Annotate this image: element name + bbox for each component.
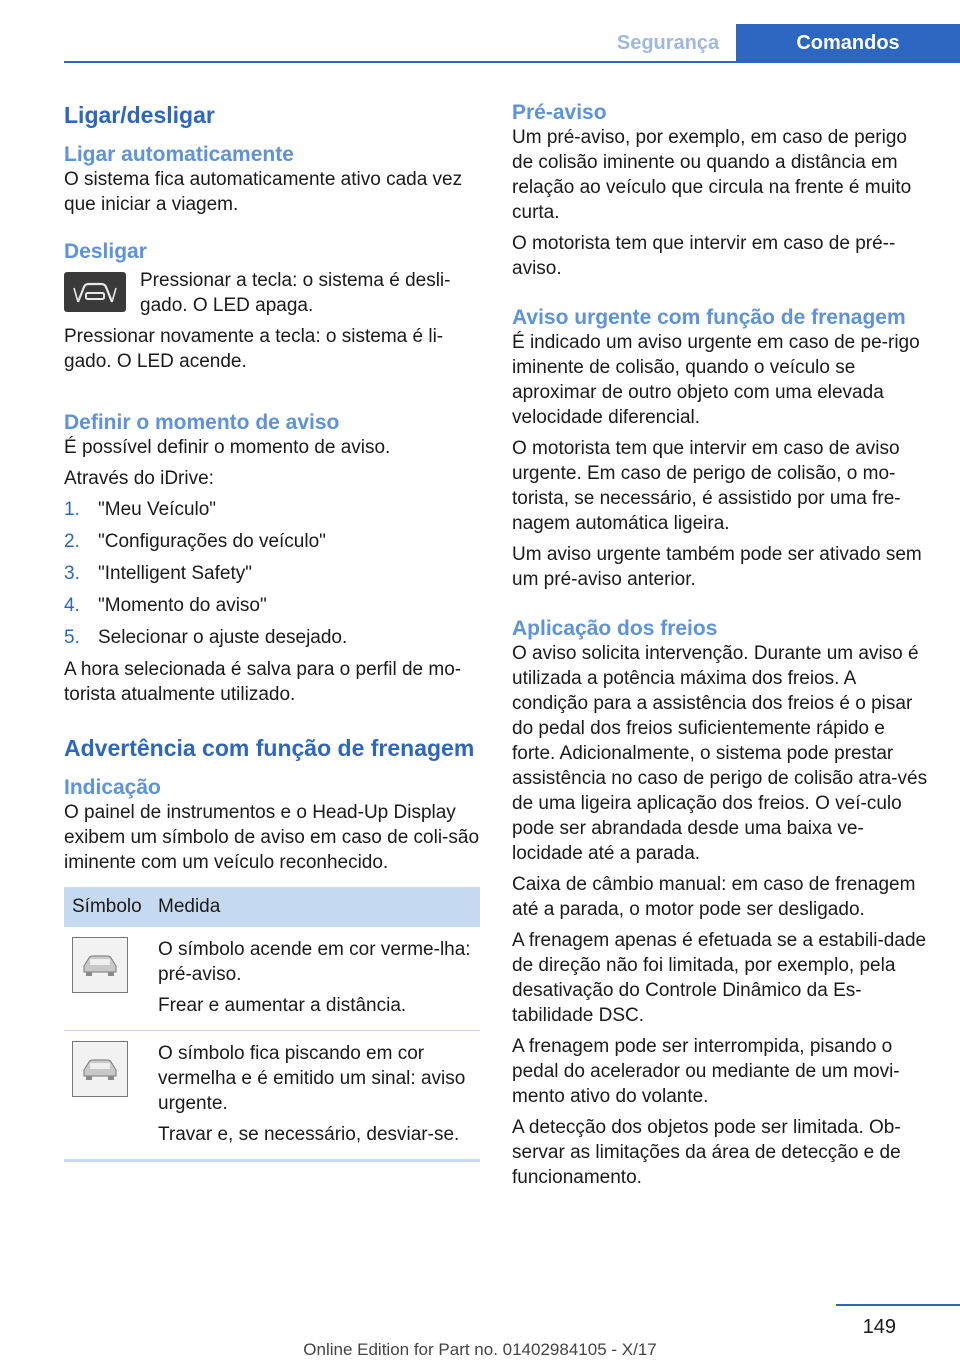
text-off-2: Pressionar novamente a tecla: o sistema é li-gado. O LED acende. <box>64 326 444 372</box>
text-urgent-2: O motorista tem que intervir em caso de aviso urgente. Em caso de perigo de colisão, o mo-torista, se necessário, é assistido por uma fre-nagem automática ligeira. <box>512 438 901 534</box>
list-item: 3. "Intelligent Safety" <box>64 563 252 584</box>
footer-edition: Online Edition for Part no. 01402984105 - X/17 <box>303 1340 657 1359</box>
table-row <box>64 927 480 1031</box>
list-item: 5. Selecionar o ajuste desejado. <box>64 627 348 648</box>
header-rule <box>64 61 960 63</box>
heading-ligar-automaticamente: Ligar automaticamente <box>64 143 294 166</box>
heading-ligar-desligar: Ligar/desligar <box>64 102 215 128</box>
footer-rule <box>836 1304 960 1306</box>
list-item: 4. "Momento do aviso" <box>64 595 267 616</box>
heading-advertencia: Advertência com função de frenagem <box>64 735 475 761</box>
collision-warning-key-icon <box>64 272 126 312</box>
row1-text-a: O símbolo acende em cor verme-lha: pré-aviso. <box>158 939 471 985</box>
text-auto: O sistema fica automaticamente ativo cada vez que iniciar a viagem. <box>64 169 463 215</box>
idrive-steps <box>64 497 480 650</box>
text-timing-1: É possível definir o momento de aviso. <box>64 437 391 458</box>
heading-desligar: Desligar <box>64 240 147 263</box>
row2-text-a: O símbolo fica piscando em cor vermelha e é emitido um sinal: aviso urgente. <box>158 1043 466 1114</box>
heading-definir-momento: Definir o momento de aviso <box>64 411 340 434</box>
text-urgent-3: Um aviso urgente também pode ser ativado sem um pré-aviso anterior. <box>512 544 922 590</box>
text-brakes-5: A detecção dos objetos pode ser limitada. Ob-servar as limitações da área de detecção e de funcionamento. <box>512 1117 901 1188</box>
table-row <box>64 1031 480 1161</box>
text-timing-3: A hora selecionada é salva para o perfil de mo-torista atualmente utilizado. <box>64 659 462 705</box>
page-number: 149 <box>862 1316 896 1338</box>
heading-pre-aviso: Pré-aviso <box>512 101 607 124</box>
text-prewarn-1: Um pré-aviso, por exemplo, em caso de perigo de colisão iminente ou quando a distância em relação ao veículo que circula na frente é muito curta. <box>512 127 912 223</box>
left-column <box>64 100 480 1162</box>
row2-text-b: Travar e, se necessário, desviar-se. <box>158 1124 460 1145</box>
text-brakes-2: Caixa de câmbio manual: em caso de frenagem até a parada, o motor pode ser desligado. <box>512 874 916 920</box>
vehicle-warning-icon <box>72 1041 128 1097</box>
row1-text-b: Frear e aumentar a distância. <box>158 995 407 1016</box>
list-item: 2. "Configurações do veículo" <box>64 531 326 552</box>
text-indicacao: O painel de instrumentos e o Head-Up Display exibem um símbolo de aviso em caso de coli-são iminente com um veículo reconhecido. <box>64 802 480 873</box>
header-tabs <box>600 24 960 62</box>
tab-comandos[interactable]: Comandos <box>736 24 960 62</box>
right-column <box>512 100 928 1190</box>
text-prewarn-2: O motorista tem que intervir em caso de pré--aviso. <box>512 233 896 279</box>
text-urgent-1: É indicado um aviso urgente em caso de pe-rigo iminente de colisão, quando o veículo se aproximar de outro objeto com uma elevada velocidade diferencial. <box>512 332 920 428</box>
text-off-1: Pressionar a tecla: o sistema é desli-gado. O LED apaga. <box>140 270 451 316</box>
col-header-simbolo: Símbolo <box>64 887 150 927</box>
vehicle-warning-icon <box>72 937 128 993</box>
key-instruction <box>64 268 480 318</box>
heading-indicacao: Indicação <box>64 776 161 799</box>
heading-aplicacao-freios: Aplicação dos freios <box>512 617 718 640</box>
tab-seguranca[interactable]: Segurança <box>616 31 720 54</box>
text-brakes-1: O aviso solicita intervenção. Durante um aviso é utilizada a potência máxima dos freios. A condição para a assistência dos freios é o pisar do pedal dos freios suficientemente rápido e forte. Adicionalmente, o sistema pode prestar assistência no caso de perigo de colisão atra-vés de uma ligeira aplicação dos freios. O veí-culo pode ser abrandada desde uma baixa ve-locidade até a parada. <box>512 643 928 864</box>
text-timing-2: Através do iDrive: <box>64 468 214 489</box>
symbol-table <box>64 887 480 1162</box>
text-brakes-4: A frenagem pode ser interrompida, pisando o pedal do acelerador ou mediante de um movi-mento ativo do volante. <box>512 1036 900 1107</box>
col-header-medida: Medida <box>150 887 480 927</box>
text-brakes-3: A frenagem apenas é efetuada se a estabili-dade de direção não foi limitada, por exemplo, pela desativação do Controle Dinâmico da Es-tabilidade DSC. <box>512 930 927 1026</box>
heading-aviso-urgente: Aviso urgente com função de frenagem <box>512 306 906 329</box>
list-item: 1. "Meu Veículo" <box>64 499 217 520</box>
